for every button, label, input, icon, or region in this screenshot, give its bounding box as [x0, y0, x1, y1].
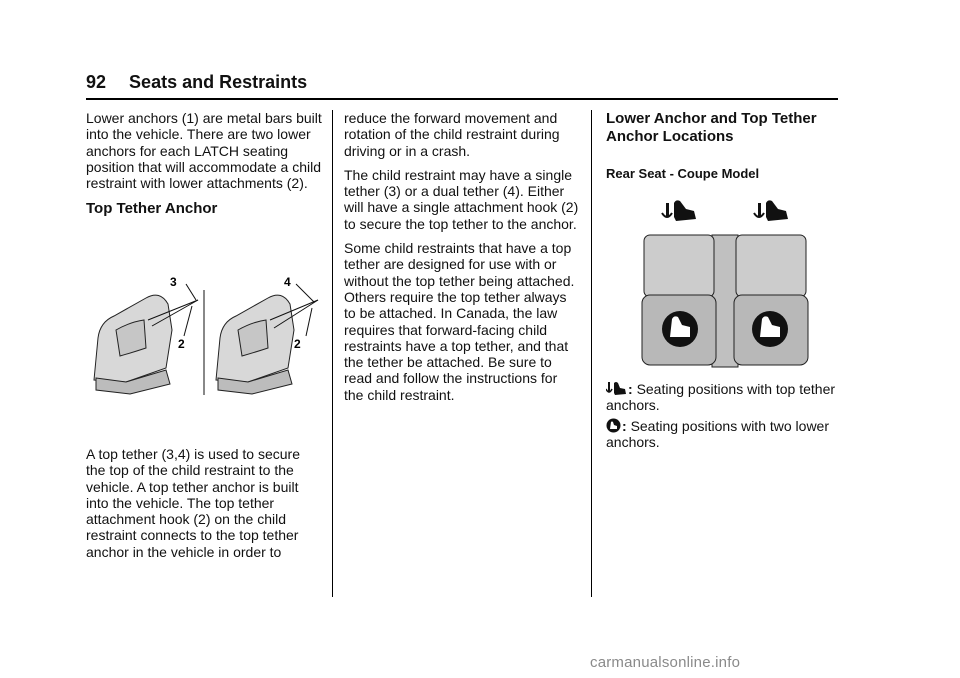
legend-lower-anchor [606, 418, 836, 451]
legend-top-tether [606, 381, 836, 414]
rear-seat-diagram [640, 195, 810, 370]
top-tether-paragraph: A top tether (3,4) is used to secure the top of the child restraint to the vehicle. A top tether anchor is built into the vehicle. The top tether attachment hook (2) on the child restraint connects to the top tether anchor in the vehicle in order to [86, 446, 301, 560]
canada-law-paragraph: Some child restraints that have a top tether are designed for use with or without the top tether being attached. Others require the top tether always to be attached. In Canada, the law requires that forward-facing child restraints have a top tether, and that the tether be attached. Be sure to read and follow the instructions for the child restraint. [344, 240, 575, 403]
column-1 [86, 110, 322, 218]
top-tether-heading: Top Tether Anchor [86, 200, 218, 218]
fig-label-2a: 2 [178, 337, 185, 351]
header-rule [86, 98, 838, 100]
top-tether-icon [662, 200, 788, 221]
watermark: carmanualsonline.info [590, 654, 741, 671]
lower-anchor-icon [606, 418, 622, 433]
page-number: 92 [86, 72, 107, 92]
column-divider-1 [332, 110, 333, 597]
page-header [86, 72, 307, 93]
top-tether-illustration [86, 270, 326, 400]
legend-separator-2: : [622, 418, 627, 434]
column-3 [606, 110, 842, 182]
legend-top-tether-text: Seating positions with top tether anchors. [606, 381, 836, 414]
column-divider-2 [591, 110, 592, 597]
section-title: Seats and Restraints [129, 72, 308, 92]
anchor-locations-heading: Lower Anchor and Top Tether Anchor Locations [606, 110, 817, 145]
top-tether-icon [606, 381, 628, 396]
fig-label-3: 3 [170, 275, 177, 289]
legend-lower-anchor-text: Seating positions with two lower anchors. [606, 418, 829, 451]
reduce-movement-paragraph: reduce the forward movement and rotation of the child restraint during driving or in a crash. [344, 110, 560, 159]
column-1-lower [86, 446, 322, 568]
lower-anchors-paragraph: Lower anchors (1) are metal bars built into the vehicle. There are two lower anchors for each LATCH seating position that will accommodate a child restraint with lower attachments (2). [86, 110, 322, 192]
legend-separator: : [628, 381, 633, 397]
fig-label-2b: 2 [294, 337, 301, 351]
fig-label-4: 4 [284, 275, 291, 289]
column-2 [344, 110, 580, 411]
rear-seat-subheading: Rear Seat - Coupe Model [606, 166, 760, 181]
tether-types-paragraph: The child restraint may have a single tether (3) or a dual tether (4). Either will have a single attachment hook (2) to secure the top tether to the anchor. [344, 166, 579, 232]
